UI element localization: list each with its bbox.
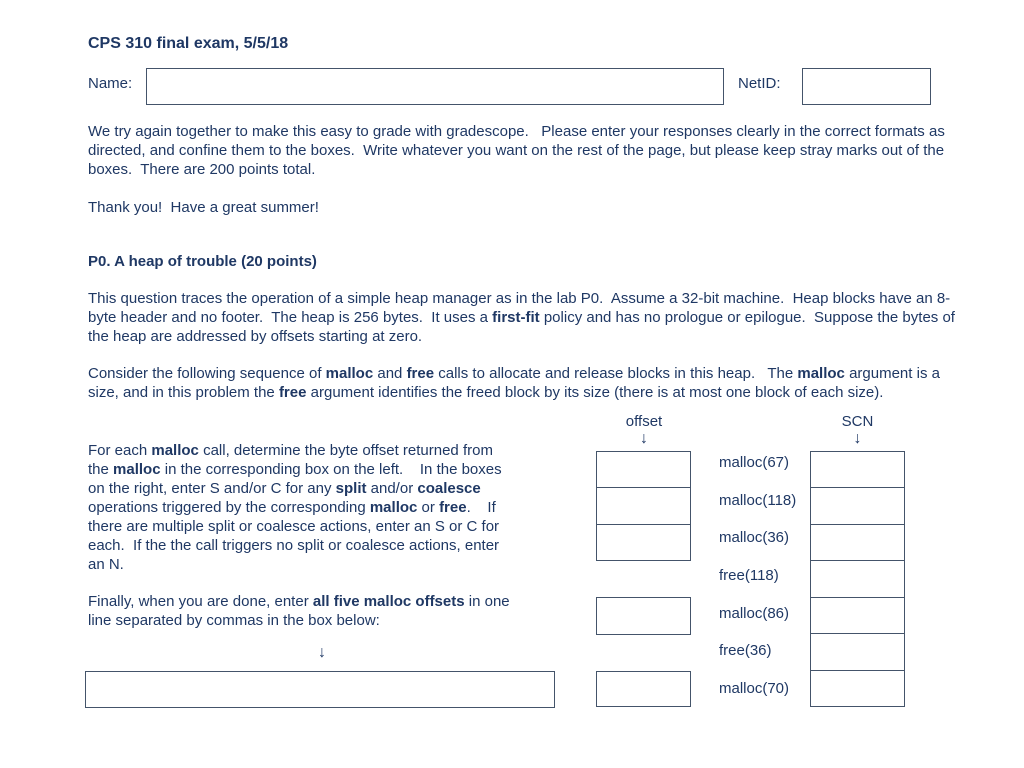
offset-box-malloc-36[interactable] — [597, 524, 690, 560]
down-arrow-icon: ↓ — [853, 430, 862, 447]
instr-bold-malloc: malloc — [369, 499, 418, 516]
finally-text: Finally, when you are done, enter — [88, 593, 313, 610]
scn-box-group — [810, 451, 905, 707]
instr-bold-malloc: malloc — [151, 442, 199, 459]
page-title: CPS 310 final exam, 5/5/18 — [88, 35, 289, 52]
name-label: Name: — [88, 75, 133, 92]
scn-box-free-118[interactable] — [811, 560, 904, 596]
seq-text: Consider the following sequence of — [88, 365, 326, 382]
call-label-malloc-67: malloc(67) — [719, 454, 790, 471]
offset-box-malloc-86[interactable] — [596, 597, 691, 635]
intro-paragraph: We try again together to make this easy to grade with gradescope. Please enter your responses clearly in the correct formats as directed, and confine them to the boxes. Write whatever you want on the rest of the page, but please keep stray marks out of the boxes. There are 200 points total. — [88, 123, 949, 178]
instr-text: in the corresponding box on the left. In the boxes on the right, enter S and/or C for any — [88, 461, 506, 497]
setup-bold-first-fit: first-fit — [492, 309, 540, 326]
offset-column-header: offset — [625, 413, 663, 430]
seq-text: argument identifies the freed block by its size (there is at most one block of each size). — [306, 384, 884, 401]
instr-bold-free: free — [439, 499, 467, 516]
scn-box-malloc-67[interactable] — [811, 452, 904, 487]
offset-box-malloc-67[interactable] — [597, 452, 690, 487]
scn-column-header: SCN — [841, 413, 874, 430]
setup-text-end: policy and has no prologue or epilogue. Suppose the bytes of the heap are addressed by offsets starting at zero. — [88, 309, 960, 345]
netid-label: NetID: — [738, 75, 781, 92]
scn-box-malloc-86[interactable] — [811, 597, 904, 633]
instr-text: operations triggered by the corresponding — [88, 480, 485, 516]
down-arrow-icon: ↓ — [318, 644, 326, 661]
p0-finally — [88, 592, 512, 630]
p0-instructions — [88, 441, 512, 574]
scn-box-malloc-70[interactable] — [811, 670, 904, 706]
scn-box-malloc-118[interactable] — [811, 487, 904, 523]
call-label-malloc-118: malloc(118) — [719, 492, 797, 509]
seq-text: and — [373, 365, 407, 382]
offset-box-malloc-118[interactable] — [597, 487, 690, 523]
setup-text: This question traces the operation of a simple heap manager as in the lab P0. Assume a 32-bit machine. Heap blocks have an 8-byte header and no footer. The heap is 256 bytes. It uses a — [88, 290, 951, 326]
name-input-box[interactable] — [146, 68, 724, 105]
final-answer-box[interactable] — [85, 671, 555, 708]
netid-input-box[interactable] — [802, 68, 931, 105]
instr-text: For each — [88, 442, 152, 459]
seq-text: argument is a size, and in this problem the — [88, 365, 945, 401]
call-label-malloc-36: malloc(36) — [719, 529, 790, 546]
scn-box-malloc-36[interactable] — [811, 524, 904, 560]
seq-bold-free: free — [278, 384, 307, 401]
call-label-malloc-70: malloc(70) — [719, 680, 790, 697]
p0-setup-paragraph — [88, 289, 968, 346]
down-arrow-icon: ↓ — [640, 430, 648, 447]
seq-text: calls to allocate and release blocks in this heap. The — [434, 365, 798, 382]
call-label-malloc-86: malloc(86) — [719, 605, 790, 622]
seq-bold-malloc: malloc — [797, 365, 845, 382]
call-label-free-36: free(36) — [719, 642, 772, 659]
seq-bold-malloc: malloc — [325, 365, 374, 382]
thanks-line: Thank you! Have a great summer! — [88, 199, 319, 216]
offset-box-malloc-70[interactable] — [596, 671, 691, 707]
instr-text: or — [417, 499, 440, 516]
seq-bold-free: free — [406, 365, 435, 382]
p0-sequence-paragraph — [88, 364, 968, 402]
scn-box-free-36[interactable] — [811, 633, 904, 669]
instr-bold-split: split — [335, 480, 367, 497]
instr-bold-malloc: malloc — [113, 461, 161, 478]
call-label-free-118: free(118) — [719, 567, 779, 584]
finally-bold-offsets: all five malloc offsets — [312, 593, 465, 610]
finally-text: in one line separated by commas in the box below: — [88, 593, 514, 629]
instr-text: . If there are multiple split or coalesce actions, enter an S or C for each. If the the call triggers no split or coalesce actions, enter an N. — [88, 499, 504, 573]
instr-text: call, determine the byte offset returned from the — [88, 442, 498, 478]
instr-text: and/or — [366, 480, 418, 497]
offset-box-group — [596, 451, 691, 561]
instr-bold-coalesce: coalesce — [417, 480, 481, 497]
p0-heading: P0. A heap of trouble (20 points) — [88, 253, 317, 270]
